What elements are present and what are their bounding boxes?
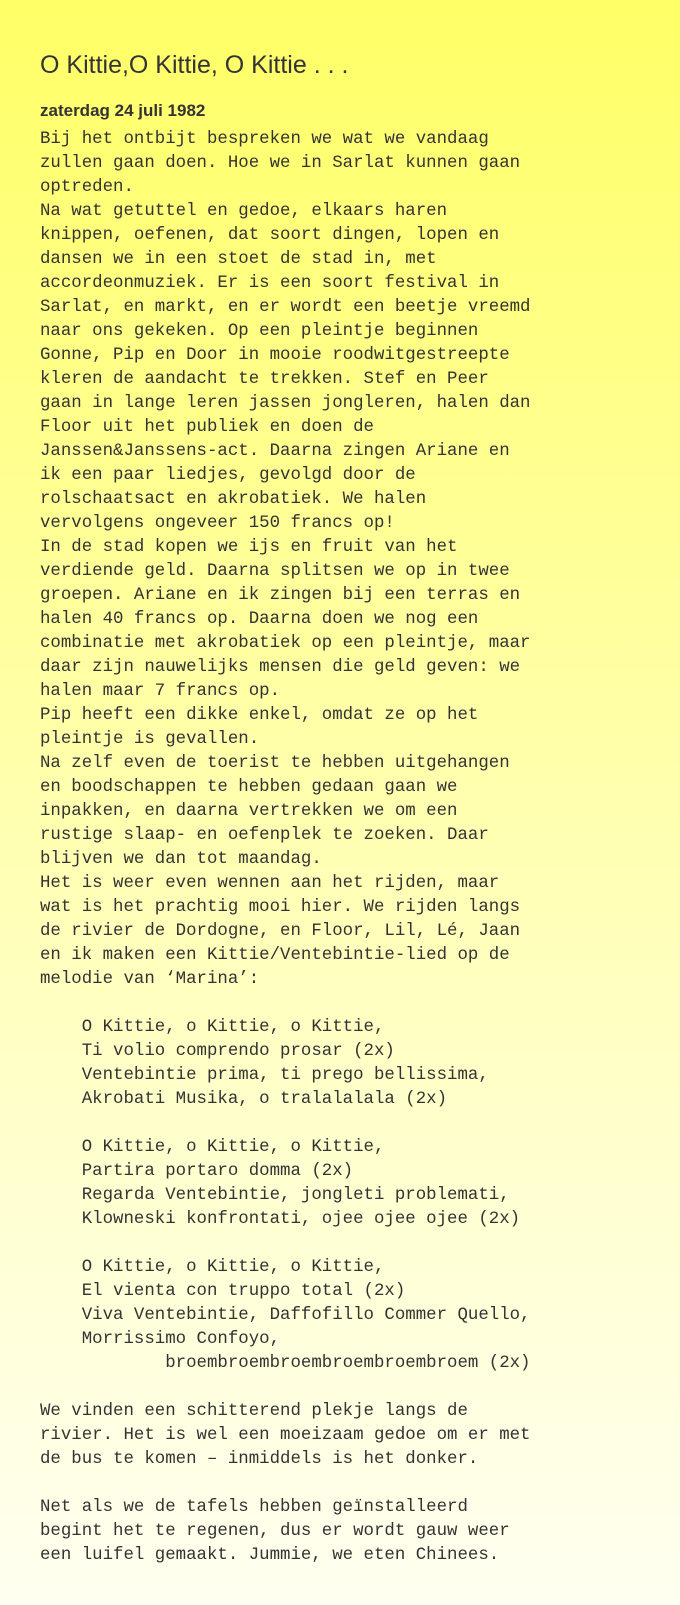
text-line: El vienta con truppo total (2x) bbox=[40, 1282, 406, 1302]
text-line: Bij het ontbijt bespreken we wat we vandaag bbox=[40, 130, 489, 150]
text-line: en ik maken een Kittie/Ventebintie-lied op de bbox=[40, 946, 510, 966]
text-line: Pip heeft een dikke enkel, omdat ze op het bbox=[40, 706, 479, 726]
text-line: Sarlat, en markt, en er wordt een beetje vreemd bbox=[40, 298, 531, 318]
text-line: In de stad kopen we ijs en fruit van het bbox=[40, 538, 458, 558]
text-line: verdiende geld. Daarna splitsen we op in twee bbox=[40, 562, 510, 582]
text-line: rivier. Het is wel een moeizaam gedoe om er met bbox=[40, 1426, 531, 1446]
text-line: dansen we in een stoet de stad in, met bbox=[40, 250, 437, 270]
blank-line bbox=[40, 1472, 640, 1496]
text-line: accordeonmuziek. Er is een soort festival in bbox=[40, 274, 500, 294]
text-line: O Kittie, o Kittie, o Kittie, bbox=[40, 1258, 385, 1278]
text-line: daar zijn nauwelijks mensen die geld geven: we bbox=[40, 658, 521, 678]
text-line: wat is het prachtig mooi hier. We rijden langs bbox=[40, 898, 521, 918]
text-line: de rivier de Dordogne, en Floor, Lil, Lé, Jaan bbox=[40, 922, 521, 942]
entry-date: zaterdag 24 juli 1982 bbox=[40, 101, 206, 120]
text-line: rolschaatsact en akrobatiek. We halen bbox=[40, 490, 427, 510]
text-line: een luifel gemaakt. Jummie, we eten Chinees. bbox=[40, 1546, 500, 1566]
text-line: blijven we dan tot maandag. bbox=[40, 850, 322, 870]
text-line: Na wat getuttel en gedoe, elkaars haren bbox=[40, 202, 448, 222]
text-line: Akrobati Musika, o tralalalala (2x) bbox=[40, 1090, 448, 1110]
text-line: O Kittie, o Kittie, o Kittie, bbox=[40, 1138, 385, 1158]
text-line: Net als we de tafels hebben geïnstalleerd bbox=[40, 1498, 468, 1518]
text-line: melodie van ‘Marina’: bbox=[40, 970, 260, 990]
text-line: ik een paar liedjes, gevolgd door de bbox=[40, 466, 416, 486]
text-line: Gonne, Pip en Door in mooie roodwitgestreepte bbox=[40, 346, 510, 366]
text-line: Viva Ventebintie, Daffofillo Commer Quello, bbox=[40, 1306, 531, 1326]
text-line: gaan in lange leren jassen jongleren, halen dan bbox=[40, 394, 531, 414]
text-line: inpakken, en daarna vertrekken we om een bbox=[40, 802, 458, 822]
blank-line bbox=[40, 1376, 640, 1400]
text-line: Floor uit het publiek en doen de bbox=[40, 418, 374, 438]
text-line: optreden. bbox=[40, 178, 134, 198]
text-line: Partira portaro domma (2x) bbox=[40, 1162, 354, 1182]
text-line: Morrissimo Confoyo, bbox=[40, 1330, 281, 1350]
text-line: Klowneski konfrontati, ojee ojee ojee (2x) bbox=[40, 1210, 521, 1230]
text-line: en boodschappen te hebben gedaan gaan we bbox=[40, 778, 458, 798]
text-line: pleintje is gevallen. bbox=[40, 730, 260, 750]
text-line: Het is weer even wennen aan het rijden, maar bbox=[40, 874, 500, 894]
text-line: halen maar 7 francs op. bbox=[40, 682, 281, 702]
text-line: vervolgens ongeveer 150 francs op! bbox=[40, 514, 395, 534]
text-line: Ti volio comprendo prosar (2x) bbox=[40, 1042, 395, 1062]
text-line: O Kittie, o Kittie, o Kittie, bbox=[40, 1018, 385, 1038]
text-line: naar ons gekeken. Op een pleintje beginnen bbox=[40, 322, 479, 342]
page-title: O Kittie,O Kittie, O Kittie . . . bbox=[40, 51, 349, 79]
text-line: Ventebintie prima, ti prego bellissima, bbox=[40, 1066, 489, 1086]
text-line: Janssen&Janssens-act. Daarna zingen Ariane en bbox=[40, 442, 510, 462]
text-line: broembroembroembroembroembroem (2x) bbox=[40, 1354, 531, 1374]
text-line: Na zelf even de toerist te hebben uitgehangen bbox=[40, 754, 510, 774]
blank-line bbox=[40, 1112, 640, 1136]
blank-line bbox=[40, 992, 640, 1016]
text-line: groepen. Ariane en ik zingen bij een terras en bbox=[40, 586, 521, 606]
text-line: rustige slaap- en oefenplek te zoeken. Daar bbox=[40, 826, 489, 846]
text-line: halen 40 francs op. Daarna doen we nog een bbox=[40, 610, 479, 630]
entry-text bbox=[40, 128, 640, 1568]
text-line: zullen gaan doen. Hoe we in Sarlat kunnen gaan bbox=[40, 154, 521, 174]
blank-line bbox=[40, 1232, 640, 1256]
text-line: We vinden een schitterend plekje langs de bbox=[40, 1402, 468, 1422]
text-line: Regarda Ventebintie, jongleti problemati, bbox=[40, 1186, 510, 1206]
text-line: combinatie met akrobatiek op een pleintje, maar bbox=[40, 634, 531, 654]
text-line: begint het te regenen, dus er wordt gauw weer bbox=[40, 1522, 510, 1542]
text-line: kleren de aandacht te trekken. Stef en Peer bbox=[40, 370, 489, 390]
text-line: de bus te komen – inmiddels is het donker. bbox=[40, 1450, 479, 1470]
text-line: knippen, oefenen, dat soort dingen, lopen en bbox=[40, 226, 500, 246]
